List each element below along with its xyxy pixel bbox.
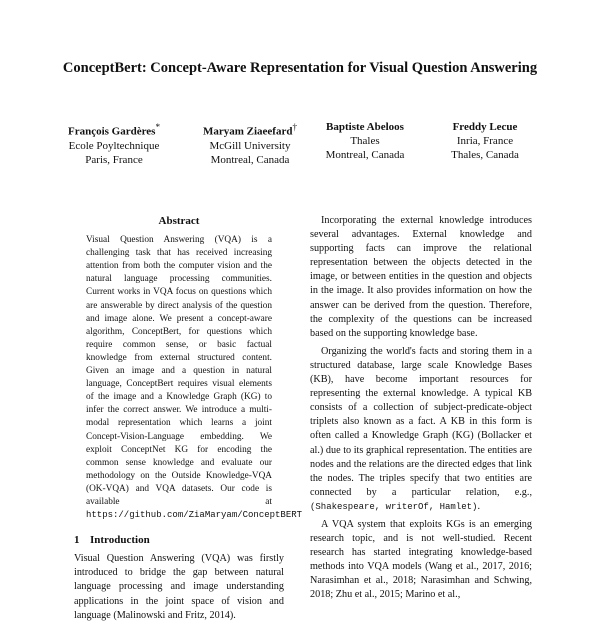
- author-name: Freddy Lecue: [452, 121, 518, 133]
- author-name: François Gardères: [67, 125, 156, 138]
- paragraph-vqa-kg: A VQA system that exploits KGs is an emerging research topic, and is not well-studied. Recent research has started integrating knowledge-based methods into VQA models (Wang et al., 2017, 2016; Narasimhan et al., 2018; Narasimhan and Schwing, 2018; Zhu et al., 2015; Marino et al.,: [310, 518, 532, 601]
- author-4: [425, 120, 545, 162]
- paragraph-end: .: [477, 500, 480, 512]
- author-location: Paris, France: [85, 153, 143, 166]
- author-name: Maryam Ziaeefard: [202, 125, 293, 138]
- paper-title: ConceptBert: Concept-Aware Representation for Visual Question Answering: [62, 60, 538, 76]
- author-affiliation: McGill University: [209, 139, 291, 152]
- section-heading-text: Introduction: [90, 534, 150, 547]
- author-location: Thales, Canada: [451, 149, 519, 161]
- code-url-link[interactable]: https://github.com/ZiaMaryam/ConceptBERT: [86, 510, 303, 521]
- paragraph-external-knowledge: Incorporating the external knowledge introduces several advantages. External knowledge and supporting facts can improve the relational representation between the objects detected in the image, or between entities in the question and objects in the image. It also provides information on how the answer can be derived from the question. Therefore, the complexity of the questions can be increased based on the supporting knowledge base.: [310, 215, 532, 339]
- intro-paragraph: Visual Question Answering (VQA) was firstly introduced to bridge the gap between natural language processing and image understanding applications in the joint space of vision and language (Malinowski and Fritz, 2014).: [74, 553, 284, 621]
- author-location: Montreal, Canada: [210, 153, 290, 166]
- author-2: [190, 120, 310, 167]
- author-location: Montreal, Canada: [325, 149, 405, 161]
- author-block: [40, 120, 560, 170]
- section-heading-introduction: [74, 533, 284, 547]
- author-footnote-mark: †: [292, 122, 298, 132]
- triple-example: (Shakespeare, writerOf, Hamlet): [310, 501, 478, 512]
- abstract-body: [86, 234, 303, 522]
- left-column: [74, 214, 303, 627]
- paragraph-knowledge-bases: [310, 345, 532, 514]
- paragraph-text: Organizing the world's facts and storing them in a structured database, large scale Knowledge Bases (KB), have become important resources for representing the external knowledge. A typical KB consists of a collection of subject-predicate-object triplets also known as a fact. A KB in this form is often called a Knowledge Graph (KG) (Bollacker et al.) due to its graphical representation. The entities are nodes and the relations are the directed edges that link the nodes. The triples specify that two entities are connected by a particular relation, e.g.,: [310, 345, 532, 498]
- section-number: 1: [74, 534, 80, 547]
- author-affiliation: Ecole Poyltechnique: [68, 139, 160, 152]
- author-affiliation: Thales: [350, 135, 380, 147]
- author-name: Baptiste Abeloos: [326, 121, 404, 133]
- author-footnote-mark: *: [155, 122, 161, 132]
- author-1: [54, 120, 174, 167]
- author-3: [310, 120, 420, 162]
- abstract-text: Visual Question Answering (VQA) is a challenging task that has received increasing attention from both the computer vision and the natural language processing communities. Current works in VQA focus on questions which are answerable by direct analysis of the question and image alone. We present a concept-aware algorithm, ConceptBert, for questions which require common sense, or basic factual knowledge from external structured content. Given an image and a question in natural language, ConceptBert requires visual elements of the image and a Knowledge Graph (KG) to infer the correct answer. We introduce a multi-modal representation which learns a joint Concept-Vision-Language embedding. We exploit ConceptNet KG for encoding the common sense knowledge and evaluate our methodology on the Outside Knowledge-VQA (OK-VQA) and VQA datasets. Our code is available at: [86, 235, 272, 507]
- abstract-heading: Abstract: [158, 215, 200, 227]
- right-column: [310, 214, 532, 607]
- author-affiliation: Inria, France: [456, 135, 514, 147]
